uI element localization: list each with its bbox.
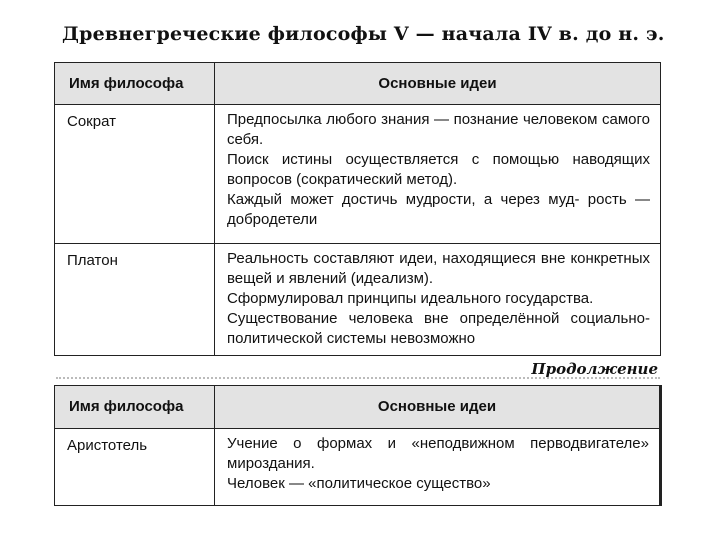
page-title: Древнегреческие философы V — начала IV в. до н. э. — [62, 23, 665, 45]
philosopher-name: Аристотель — [55, 429, 215, 506]
idea-text: Реальность составляют идеи, находящиеся вне конкретных вещей и явлений (идеализм). — [227, 250, 650, 287]
philosopher-name: Сократ — [55, 105, 215, 244]
philosophers-table — [54, 62, 661, 356]
idea-text: Каждый может достичь мудрости, а через муд- рость — добродетели — [227, 191, 650, 228]
philosopher-name: Платон — [55, 244, 215, 356]
idea-text: Предпосылка любого знания — познание человеком самого себя. — [227, 111, 650, 148]
table-row — [55, 429, 661, 506]
ideas-cell — [215, 429, 661, 506]
philosophers-table-continued — [54, 385, 662, 506]
idea-text: Сформулировал принципы идеального государства. — [227, 290, 594, 307]
column-header-ideas: Основные идеи — [215, 63, 661, 105]
table-row — [55, 105, 661, 244]
idea-text: Учение о формах и «неподвижном перводвигателе» мироздания. — [227, 435, 649, 472]
table-row — [55, 244, 661, 356]
page-break-divider — [56, 377, 660, 382]
idea-text: Существование человека вне определённой социально-политической системы невозможно — [227, 310, 650, 347]
table-header-row — [55, 386, 661, 429]
column-header-name: Имя философа — [55, 63, 215, 105]
ideas-cell — [215, 244, 661, 356]
ideas-cell — [215, 105, 661, 244]
table-header-row — [55, 63, 661, 105]
continuation-label: Продолжение — [531, 360, 658, 378]
column-header-ideas: Основные идеи — [215, 386, 661, 429]
column-header-name: Имя философа — [55, 386, 215, 429]
idea-text: Поиск истины осуществляется с помощью наводящих вопросов (сократический метод). — [227, 151, 650, 188]
idea-text: Человек — «политическое существо» — [227, 475, 491, 492]
